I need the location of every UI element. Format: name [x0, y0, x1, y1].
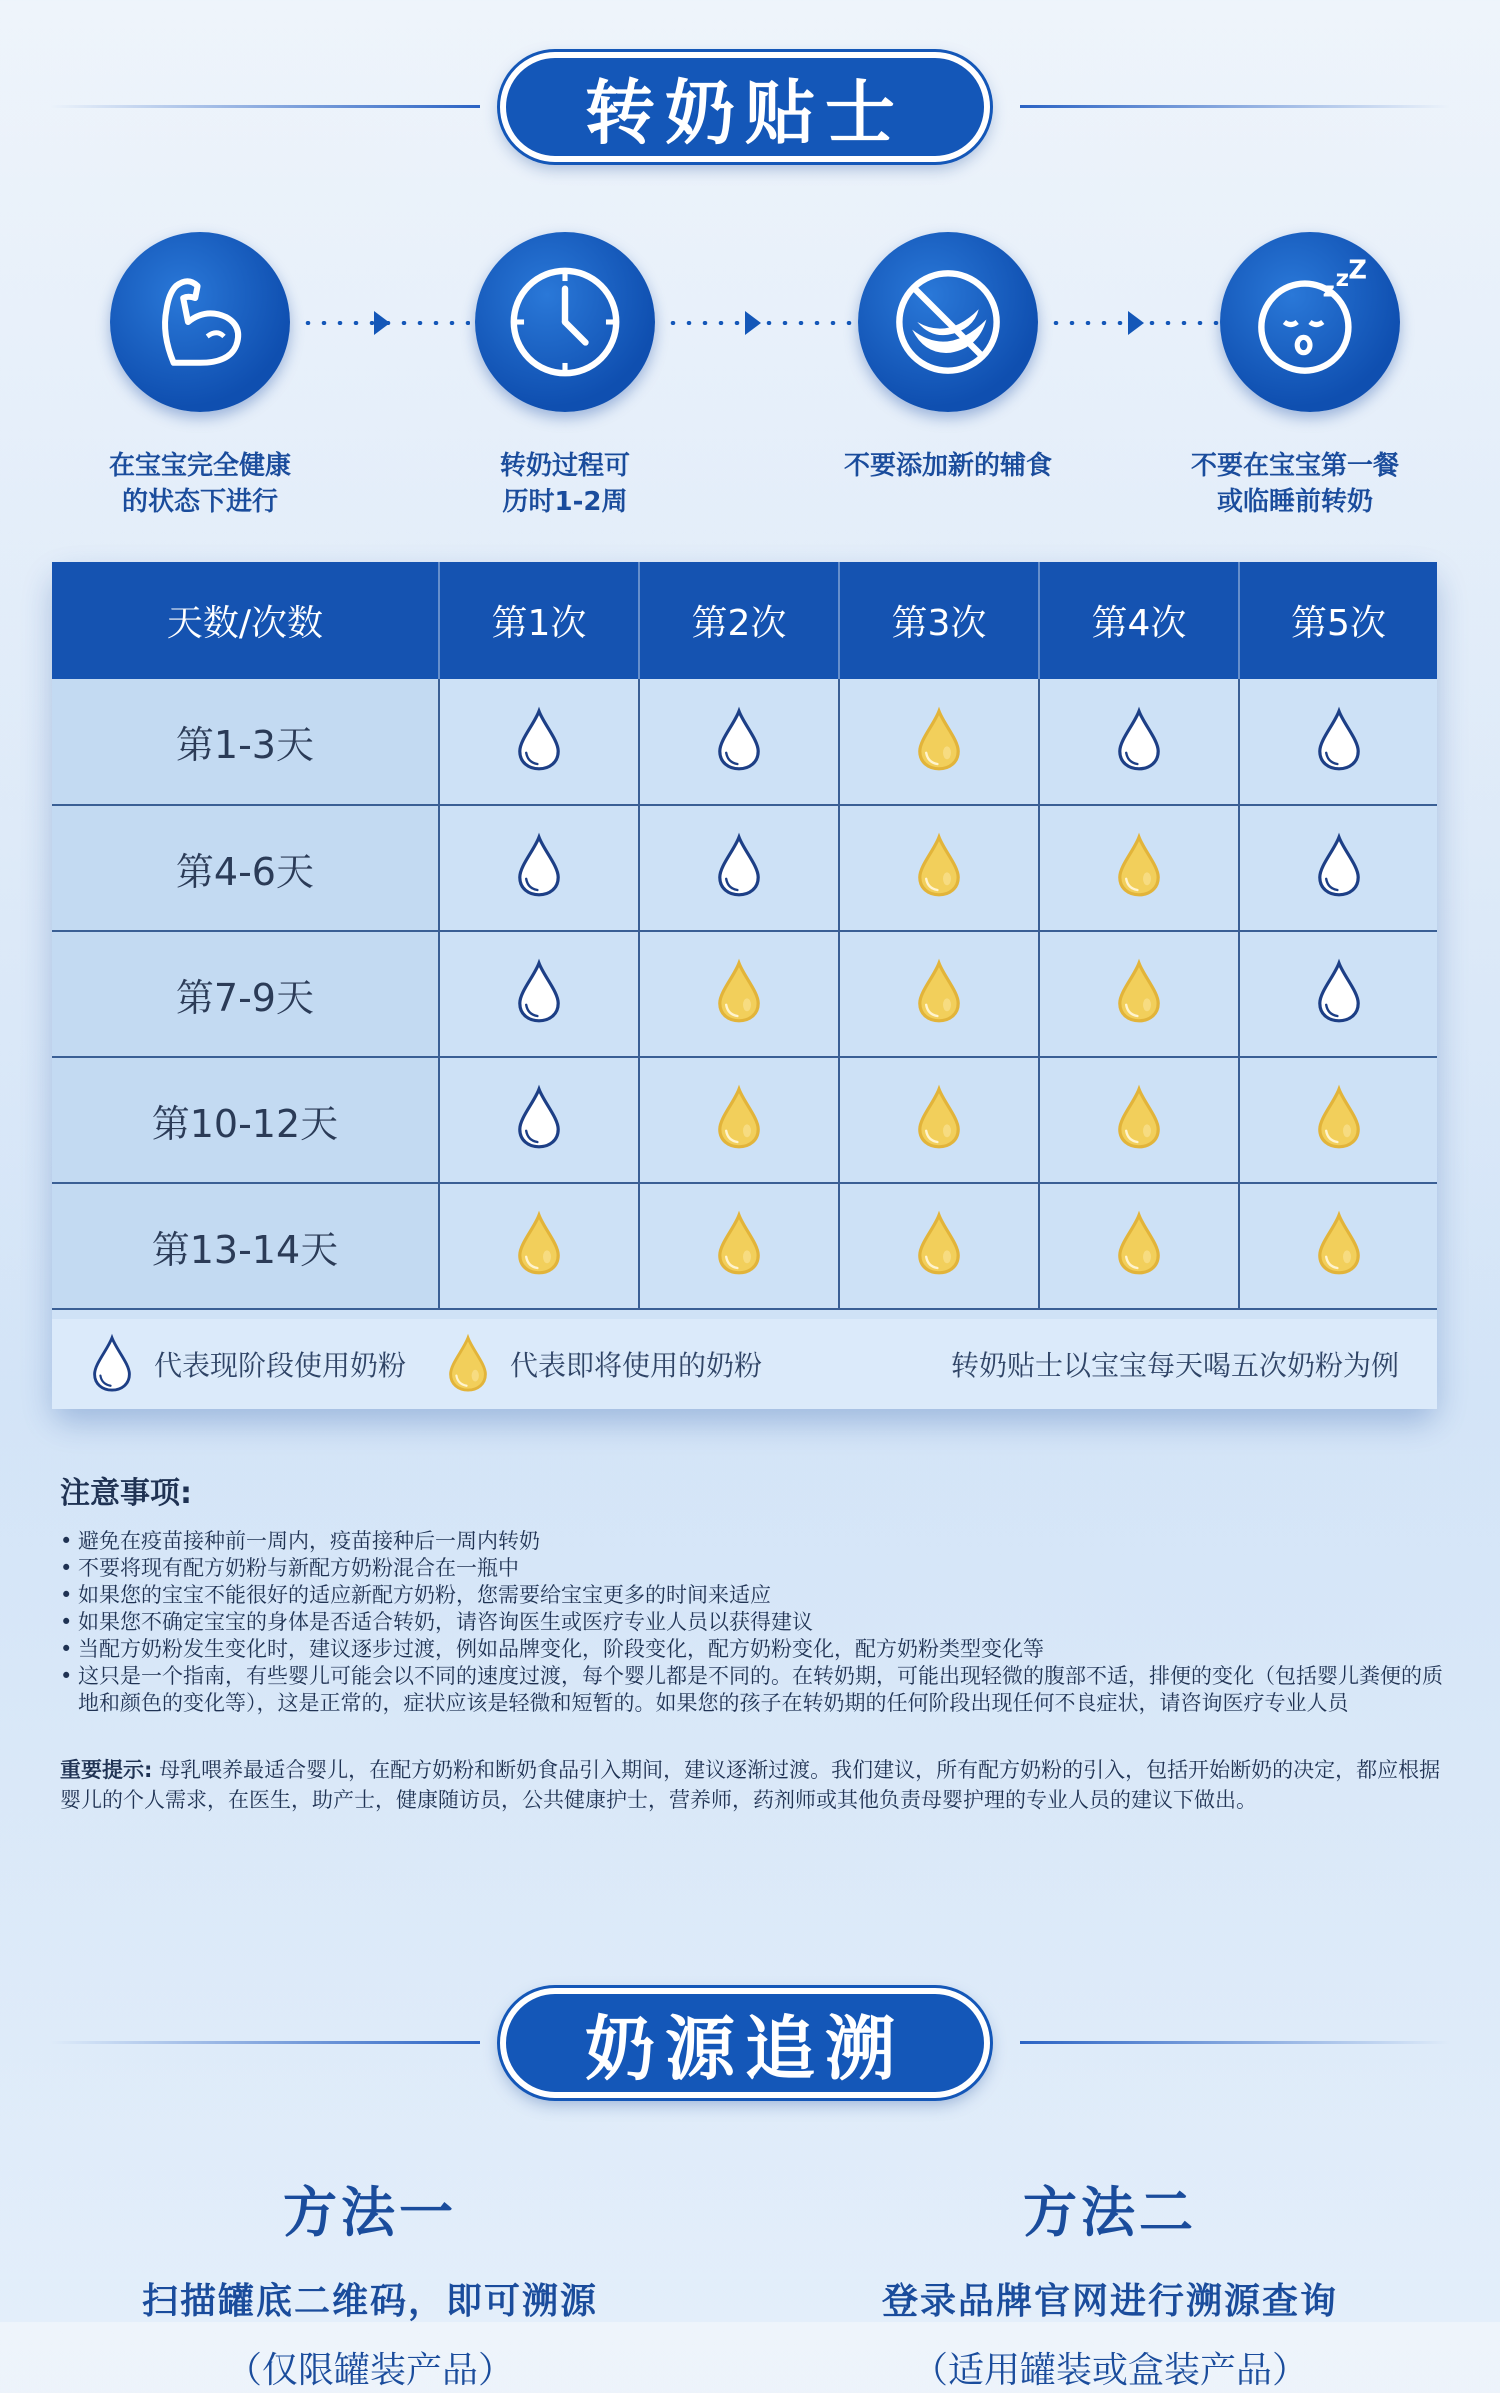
feeding-cell	[639, 1057, 839, 1183]
feeding-cell	[1239, 805, 1437, 931]
header-line-right	[1020, 2041, 1450, 2044]
method-one-note: （仅限罐装产品）	[225, 2350, 514, 2391]
feeding-cell	[639, 931, 839, 1057]
current-milk-drop-icon	[1315, 960, 1363, 1024]
feeding-cell	[1039, 679, 1239, 805]
feeding-cell	[839, 1057, 1039, 1183]
new-milk-drop-icon	[915, 960, 963, 1024]
list-item: • 如果您的宝宝不能很好的适应新配方奶粉，您需要给宝宝更多的时间来适应	[60, 1582, 1445, 1609]
svg-text:z: z	[1322, 277, 1335, 302]
method-two	[810, 2170, 1410, 2393]
muscle-arm-icon	[140, 262, 260, 382]
new-milk-drop-icon	[1115, 1086, 1163, 1150]
feeding-cell	[439, 1057, 639, 1183]
method-one	[70, 2170, 670, 2393]
current-milk-drop-icon	[515, 960, 563, 1024]
clock-icon	[501, 258, 629, 386]
table-row	[52, 679, 1437, 805]
table-row	[52, 931, 1437, 1057]
current-milk-drop-icon	[1315, 834, 1363, 898]
feeding-cell	[639, 679, 839, 805]
feeding-cell	[839, 679, 1039, 805]
day-range-cell: 第7-9天	[52, 931, 439, 1057]
new-milk-drop-icon	[446, 1335, 490, 1393]
feeding-cell	[1239, 679, 1437, 805]
current-milk-drop-icon	[515, 834, 563, 898]
new-milk-drop-icon	[715, 1086, 763, 1150]
legend-note: 转奶贴士以宝宝每天喝五次奶粉为例	[950, 1349, 1399, 1382]
table-row	[52, 805, 1437, 931]
list-item: • 如果您不确定宝宝的身体是否适合转奶，请咨询医生或医疗专业人员以获得建议	[60, 1609, 1445, 1636]
list-item: • 避免在疫苗接种前一周内，疫苗接种后一周内转奶	[60, 1528, 1445, 1555]
current-milk-drop-icon	[515, 708, 563, 772]
method-two-note: （适用罐装或盒装产品）	[911, 2350, 1308, 2391]
list-item: • 这只是一个指南，有些婴儿可能会以不同的速度过渡，每个婴儿都是不同的。在转奶期，可能出现轻微的腹部不适，排便的变化（包括婴儿粪便的质地和颜色的变化等），这是正常的，症状应该是轻微和短暂的。如果您的孩子在转奶期的任何阶段出现任何不良症状，请咨询医疗专业人员	[60, 1663, 1445, 1717]
step-4-circle	[1220, 232, 1400, 412]
connector-3-4	[1048, 320, 1220, 326]
feeding-cell	[1039, 1183, 1239, 1309]
new-milk-drop-icon	[1115, 960, 1163, 1024]
feeding-cell	[439, 1183, 639, 1309]
connector-1-2	[300, 320, 470, 326]
new-milk-drop-icon	[915, 1212, 963, 1276]
list-item: • 当配方奶粉发生变化时，建议逐步过渡，例如品牌变化，阶段变化，配方奶粉变化，配方奶粉类型变化等	[60, 1636, 1445, 1663]
legend-current: 代表现阶段使用奶粉	[90, 1335, 406, 1393]
table-row	[52, 1183, 1437, 1309]
step-3-label: 不要添加新的辅食	[843, 451, 1052, 481]
table-legend	[52, 1319, 1437, 1409]
connector-2-3	[665, 320, 855, 326]
feeding-cell	[839, 931, 1039, 1057]
new-milk-drop-icon	[1315, 1086, 1363, 1150]
notes-list	[60, 1528, 1445, 1717]
important-notice	[60, 1755, 1445, 1815]
new-milk-drop-icon	[1115, 1212, 1163, 1276]
day-range-cell: 第13-14天	[52, 1183, 439, 1309]
feeding-cell	[1239, 931, 1437, 1057]
method-one-subtitle: 扫描罐底二维码，即可溯源	[141, 2281, 598, 2322]
current-milk-drop-icon	[1315, 708, 1363, 772]
day-range-cell: 第4-6天	[52, 805, 439, 931]
new-milk-drop-icon	[915, 1086, 963, 1150]
feeding-cell	[1039, 805, 1239, 931]
step-2-label: 转奶过程可 历时1-2周	[499, 451, 630, 517]
arrow-right-icon	[374, 311, 390, 335]
step-4-label: 不要在宝宝第一餐 或临睡前转奶	[1190, 451, 1399, 517]
step-1-circle	[110, 232, 290, 412]
section-title-tips: 转奶贴士	[500, 52, 990, 162]
current-milk-drop-icon	[515, 1086, 563, 1150]
method-two-subtitle: 登录品牌官网进行溯源查询	[881, 2281, 1338, 2322]
header-feeding-2: 第2次	[639, 562, 839, 679]
feeding-cell	[1239, 1183, 1437, 1309]
schedule-grid	[52, 562, 1437, 1310]
header-line-left	[50, 2041, 480, 2044]
arrow-right-icon	[1128, 311, 1144, 335]
header-line-left	[50, 105, 480, 108]
feeding-cell	[439, 805, 639, 931]
new-milk-drop-icon	[915, 708, 963, 772]
section-title-traceability: 奶源追溯	[500, 1988, 990, 2098]
feeding-cell	[839, 805, 1039, 931]
step-1-label: 在宝宝完全健康 的状态下进行	[108, 451, 291, 517]
table-row	[52, 1057, 1437, 1183]
current-milk-drop-icon	[1115, 708, 1163, 772]
header-feeding-4: 第4次	[1039, 562, 1239, 679]
step-3-circle	[858, 232, 1038, 412]
feeding-cell	[639, 805, 839, 931]
table-body	[52, 679, 1437, 1309]
header-feeding-3: 第3次	[839, 562, 1039, 679]
list-item: • 不要将现有配方奶粉与新配方奶粉混合在一瓶中	[60, 1555, 1445, 1582]
important-text: 母乳喂养最适合婴儿，在配方奶粉和断奶食品引入期间，建议逐渐过渡。我们建议，所有配方奶粉的引入，包括开始断奶的决定，都应根据婴儿的个人需求，在医生，助产士，健康随访员，公共健康护士，营养师，药剂师或其他负责母婴护理的专业人员的建议下做出。	[60, 1758, 1441, 1812]
feeding-cell	[1039, 931, 1239, 1057]
table-header-row	[52, 562, 1437, 679]
svg-text:Z: Z	[1348, 255, 1367, 286]
feeding-cell	[1039, 1057, 1239, 1183]
sleeping-face-icon	[1246, 255, 1374, 386]
no-banana-icon	[884, 258, 1012, 386]
section-header-tips	[0, 52, 1500, 162]
step-2-circle	[475, 232, 655, 412]
current-milk-drop-icon	[715, 708, 763, 772]
feeding-cell	[1239, 1057, 1437, 1183]
section-header-traceability	[0, 1988, 1500, 2098]
new-milk-drop-icon	[715, 1212, 763, 1276]
feeding-cell	[639, 1183, 839, 1309]
new-milk-drop-icon	[1315, 1212, 1363, 1276]
notes-title: 注意事项:	[60, 1476, 192, 1511]
legend-new: 代表即将使用的奶粉	[446, 1335, 762, 1393]
new-milk-drop-icon	[1115, 834, 1163, 898]
current-milk-drop-icon	[715, 834, 763, 898]
feeding-cell	[439, 931, 639, 1057]
header-feeding-1: 第1次	[439, 562, 639, 679]
new-milk-drop-icon	[915, 834, 963, 898]
arrow-right-icon	[745, 311, 761, 335]
header-feeding-5: 第5次	[1239, 562, 1437, 679]
transition-schedule-table	[52, 562, 1437, 1409]
feeding-cell	[839, 1183, 1039, 1309]
tips-steps	[0, 232, 1500, 532]
method-two-title: 方法二	[1023, 2181, 1197, 2244]
header-line-right	[1020, 105, 1450, 108]
current-milk-drop-icon	[90, 1335, 134, 1393]
new-milk-drop-icon	[515, 1212, 563, 1276]
notes-section	[60, 1468, 1445, 1717]
header-days-times: 天数/次数	[52, 562, 439, 679]
method-one-title: 方法一	[283, 2181, 457, 2244]
day-range-cell: 第10-12天	[52, 1057, 439, 1183]
svg-text:z: z	[1335, 266, 1350, 293]
feeding-cell	[439, 679, 639, 805]
important-label: 重要提示:	[60, 1758, 153, 1782]
new-milk-drop-icon	[715, 960, 763, 1024]
day-range-cell: 第1-3天	[52, 679, 439, 805]
